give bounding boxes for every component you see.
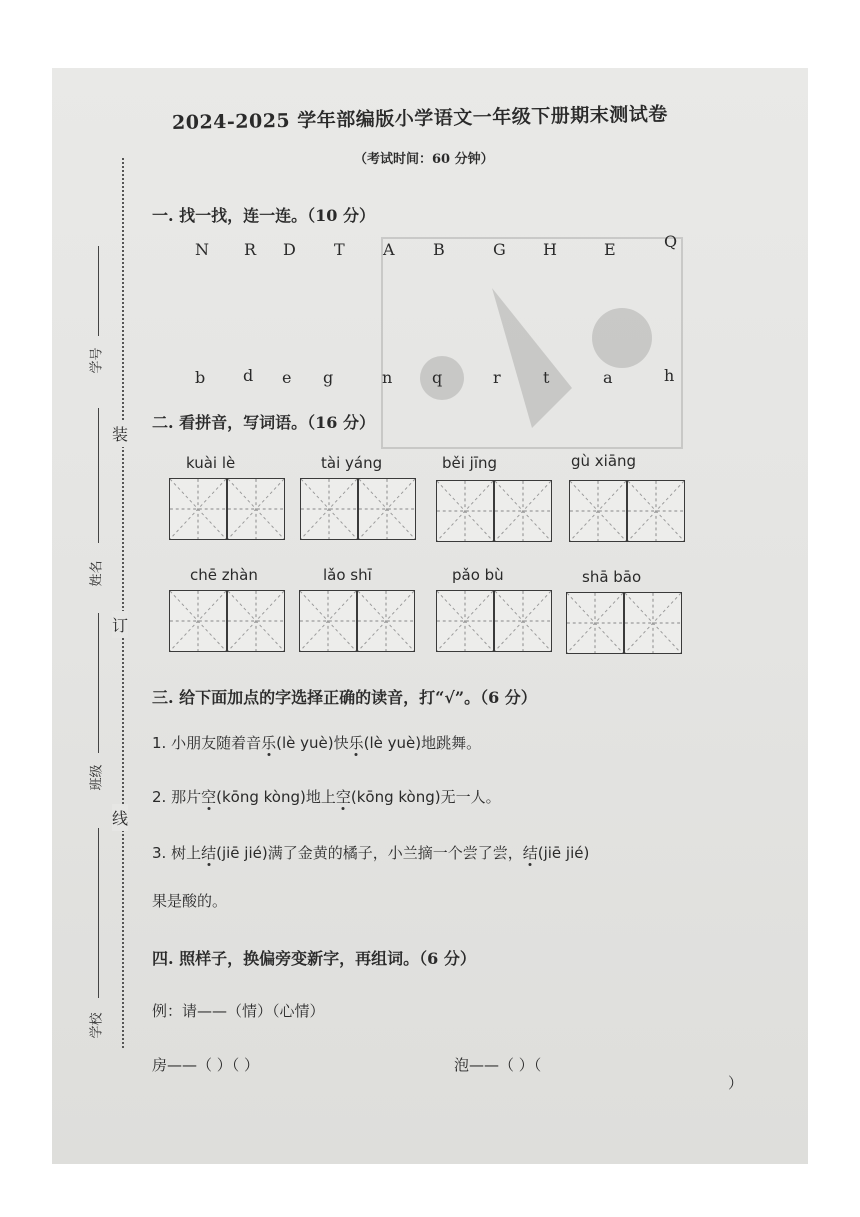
question-text: (lè yuè)地跳舞。 xyxy=(363,734,482,752)
letter-upper: N xyxy=(195,240,209,259)
pinyin-label: běi jīng xyxy=(442,454,498,472)
letter-lower: g xyxy=(323,368,334,387)
section1-heading: 一. 找一找，连一连。（10 分） xyxy=(152,206,375,225)
question-2 xyxy=(152,786,501,807)
pinyin-label: chē zhàn xyxy=(190,566,258,584)
letter-upper: A xyxy=(383,240,395,259)
binding-char-zhuang: 装 xyxy=(112,420,128,447)
writing-grid-cell[interactable] xyxy=(624,592,682,654)
pinyin-label: tài yáng xyxy=(321,454,383,472)
writing-grid-cell[interactable] xyxy=(569,480,627,542)
writing-grid-cell[interactable] xyxy=(627,480,685,542)
letter-upper: T xyxy=(334,240,345,259)
question-3-continued: 果是酸的。 xyxy=(152,892,228,910)
question-text: (kōng kòng)地上 xyxy=(216,788,336,806)
writing-grid-cell[interactable] xyxy=(300,478,358,540)
letter-lower: h xyxy=(664,366,675,385)
writing-grid-cell[interactable] xyxy=(566,592,624,654)
letter-lower: a xyxy=(603,368,613,387)
label-name: 姓名 xyxy=(89,560,105,587)
show-through-illustration xyxy=(372,228,692,458)
question-1 xyxy=(152,732,481,753)
writing-grid-cell[interactable] xyxy=(227,478,285,540)
exercise-fang: 房——（ ）（ ） xyxy=(152,1056,260,1074)
letter-lower: d xyxy=(243,366,254,385)
question-text: (kōng kòng)无一人。 xyxy=(350,788,501,806)
section2-heading: 二. 看拼音，写词语。（16 分） xyxy=(152,413,375,432)
question-number: 1. xyxy=(152,734,167,752)
writing-grid-cell[interactable] xyxy=(494,480,552,542)
letter-upper: G xyxy=(493,240,506,259)
letter-lower: t xyxy=(543,368,550,387)
exam-paper xyxy=(52,68,808,1164)
example-line: 例：请——（情）（心情） xyxy=(152,1002,325,1020)
label-student-number: 学号 xyxy=(89,347,105,374)
letter-lower: e xyxy=(282,368,292,387)
letter-lower: b xyxy=(195,368,206,387)
letter-upper: R xyxy=(244,240,257,259)
pinyin-label: pǎo bù xyxy=(452,566,504,584)
writing-grid-cell[interactable] xyxy=(436,590,494,652)
page-title: 2024-2025 学年部编版小学语文一年级下册期末测试卷 xyxy=(171,103,668,134)
question-text: (jiē jié) xyxy=(537,844,590,862)
dotted-char: 结 xyxy=(201,844,217,862)
pinyin-label: shā bāo xyxy=(582,568,642,586)
writing-grid-cell[interactable] xyxy=(299,590,357,652)
question-number: 2. xyxy=(152,788,167,806)
question-text: 小朋友随着音 xyxy=(171,734,262,752)
writing-grid-cell[interactable] xyxy=(169,590,227,652)
writing-grid-cell[interactable] xyxy=(494,590,552,652)
writing-grid-cell[interactable] xyxy=(357,590,415,652)
question-3 xyxy=(152,842,589,863)
exercise-pao: 泡——（ ）（ xyxy=(454,1056,542,1074)
letter-lower: q xyxy=(432,368,443,387)
writing-grid-cell[interactable] xyxy=(436,480,494,542)
question-text: (jiē jié)满了金黄的橘子，小兰摘一个尝了尝， xyxy=(216,844,523,862)
pinyin-label: kuài lè xyxy=(186,454,236,472)
question-text: (lè yuè)快 xyxy=(276,734,349,752)
pinyin-label: lǎo shī xyxy=(323,566,372,584)
letter-lower: r xyxy=(493,368,501,387)
question-text: 树上 xyxy=(171,844,202,862)
writing-grid-cell[interactable] xyxy=(169,478,227,540)
question-text: 那片 xyxy=(171,788,202,806)
question-number: 3. xyxy=(152,844,167,862)
section3-heading: 三. 给下面加点的字选择正确的读音，打“√”。（6 分） xyxy=(152,688,537,707)
blank-class xyxy=(98,613,99,753)
letter-upper: H xyxy=(543,240,557,259)
letter-upper: D xyxy=(283,240,296,259)
binding-dotted-line xyxy=(122,158,124,1048)
closing-paren: ） xyxy=(728,1074,744,1092)
blank-school xyxy=(98,828,99,998)
exam-duration: （考试时间：60 分钟） xyxy=(354,152,494,167)
letter-upper: Q xyxy=(664,232,678,251)
writing-grid-cell[interactable] xyxy=(358,478,416,540)
dotted-char: 乐 xyxy=(348,734,364,752)
section4-heading: 四. 照样子，换偏旁变新字，再组词。（6 分） xyxy=(152,949,476,968)
binding-char-xian: 线 xyxy=(112,804,128,831)
dotted-char: 乐 xyxy=(261,734,277,752)
dotted-char: 空 xyxy=(201,788,217,806)
blank-name xyxy=(98,408,99,543)
binding-char-ding: 订 xyxy=(112,611,128,638)
dotted-char: 空 xyxy=(335,788,351,806)
letter-upper: B xyxy=(433,240,445,259)
label-school: 学校 xyxy=(89,1012,105,1039)
photo-background xyxy=(52,68,808,1164)
label-class: 班级 xyxy=(89,764,105,791)
blank-student-number xyxy=(98,246,99,336)
pinyin-label: gù xiāng xyxy=(571,452,637,470)
letter-upper: E xyxy=(604,240,616,259)
letter-lower: n xyxy=(382,368,393,387)
dotted-char: 结 xyxy=(522,844,538,862)
writing-grid-cell[interactable] xyxy=(227,590,285,652)
